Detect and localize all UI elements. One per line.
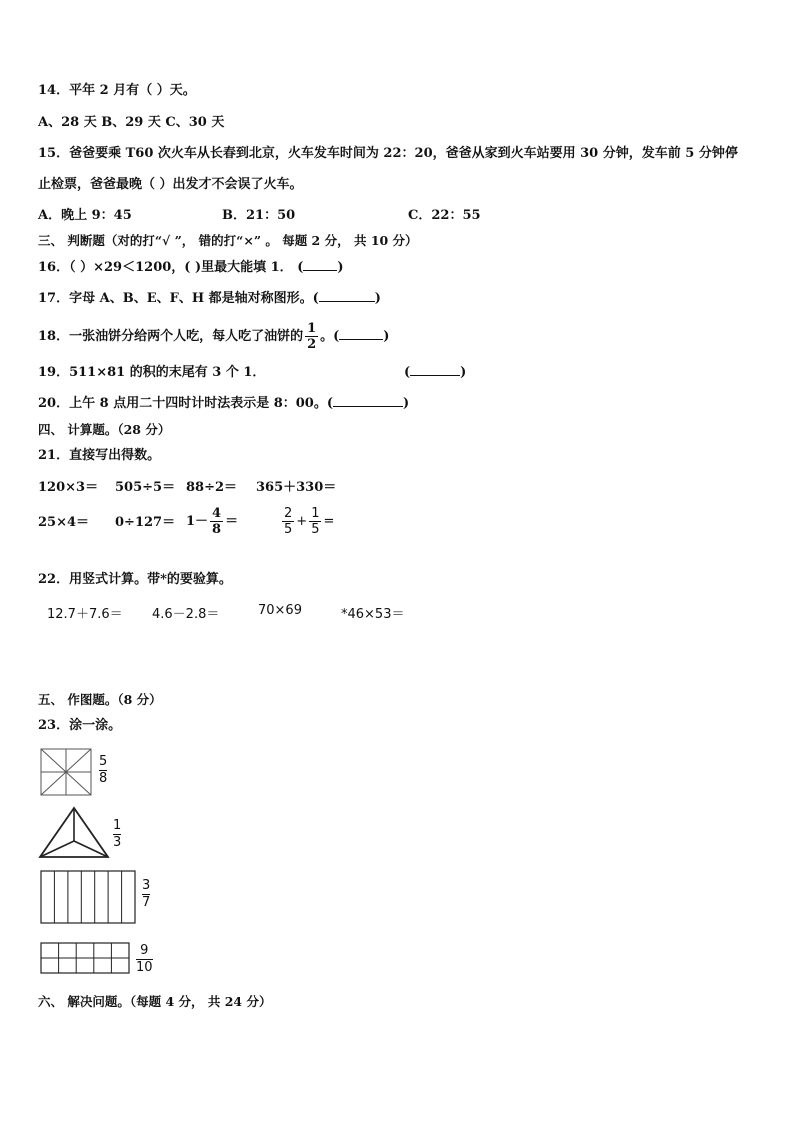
q21-item-8-equals: =: [323, 514, 335, 529]
q21-item-8-fraction-1: [282, 506, 294, 537]
q21-item-7: [186, 503, 238, 541]
q21-item-8-fraction-2: [309, 506, 321, 537]
q22-item-1: 12.7＋7.6＝: [47, 607, 123, 622]
section-5-heading: 五、 作图题。（8 分）: [38, 692, 162, 707]
section-6-heading: 六、 解决问题。（每题 4 分， 共 24 分）: [38, 994, 272, 1009]
q17-close-paren: ): [374, 291, 381, 306]
q18-fraction-denominator: 2: [307, 337, 317, 352]
q20-close-paren: ): [403, 396, 410, 411]
q21-item-6: 0÷127＝: [115, 515, 176, 530]
q20-answer-blank[interactable]: [333, 406, 403, 407]
q22-item-2: 4.6－2.8＝: [152, 607, 220, 622]
triangle-thirds-figure[interactable]: [38, 806, 110, 860]
fraction-9-10-numerator: 9: [136, 943, 153, 960]
q19-text: 19．511×81 的积的末尾有 3 个 1．: [38, 365, 266, 380]
section-3-heading: 三、 判断题（对的打“√ ”， 错的打“×” 。 每题 2 分， 共 10 分）: [38, 233, 418, 248]
q15-option-b: B．21：50: [222, 208, 296, 223]
q17-text: 17．字母 A、B、E、F、H 都是轴对称图形。(: [38, 291, 319, 306]
q14-options: A、28 天 B、29 天 C、30 天: [38, 115, 225, 130]
q21-item-7-fraction: [210, 506, 223, 537]
fraction-3-7-denominator: 7: [142, 895, 151, 910]
q22-title: 22．用竖式计算。带*的要验算。: [38, 572, 232, 587]
q15-line2: 止检票，爸爸最晚（ ）出发才不会误了火车。: [38, 177, 303, 192]
fraction-3-7: [142, 878, 150, 911]
fraction-9-10: [136, 943, 153, 976]
fraction-5-8: [99, 754, 107, 787]
q21-item-5: 25×4＝: [38, 515, 90, 530]
fraction-1-3-denominator: 3: [113, 835, 122, 850]
fraction-1-3: [113, 818, 121, 851]
q14-stem: 14．平年 2 月有（ ）天。: [38, 83, 196, 98]
q22-item-4: *46×53＝: [341, 607, 405, 622]
q18: [38, 320, 389, 354]
q19-answer: [404, 364, 466, 382]
q21-item-8-numerator-1: 2: [284, 506, 293, 521]
q21-item-7-numerator: 4: [212, 506, 222, 521]
q20-text: 20．上午 8 点用二十四时计时法表示是 8：00。(: [38, 396, 334, 411]
q16-answer-blank[interactable]: [303, 270, 337, 271]
q21-item-3: 88÷2＝: [186, 480, 238, 495]
square-eighths-figure[interactable]: [40, 748, 92, 796]
q22-item-3: 70×69: [258, 603, 302, 618]
q21-title: 21．直接写出得数。: [38, 448, 161, 463]
q19-close-paren: ): [460, 365, 467, 380]
q16-text: 16．（ ）×29＜1200，( )里最大能填 1． (: [38, 260, 304, 275]
q21-item-8-plus: +: [296, 514, 308, 529]
q18-fraction-numerator: 1: [307, 321, 317, 336]
fraction-1-3-numerator: 1: [113, 818, 122, 833]
rectangle-sevenths-figure[interactable]: [40, 870, 136, 924]
q20: [38, 395, 409, 413]
q19-open-paren: (: [404, 365, 411, 380]
q21-item-2: 505÷5＝: [115, 480, 176, 495]
q21-item-7-denominator: 8: [212, 522, 222, 537]
q15-line1: 15．爸爸要乘 T60 次火车从长春到北京，火车发车时间为 22：20，爸爸从家到火车站要用 30 分钟，发车前 5 分钟停: [38, 146, 738, 161]
q18-close-paren: ): [383, 329, 390, 344]
q17-answer-blank[interactable]: [319, 301, 375, 302]
q15-option-c: C．22：55: [408, 208, 481, 223]
q21-item-7-prefix: 1－: [186, 514, 209, 529]
q21-item-7-equals: ＝: [225, 514, 239, 529]
q21-item-8-denominator-1: 5: [284, 522, 293, 537]
q21-item-4: 365＋330＝: [256, 480, 337, 495]
q21-item-8: [280, 503, 334, 541]
q16-close-paren: ): [337, 260, 344, 275]
rectangle-tenths-figure[interactable]: [40, 942, 130, 974]
q21-item-8-denominator-2: 5: [311, 522, 320, 537]
q15-option-a: A．晚上 9：45: [38, 208, 132, 223]
q18-text: 18．一张油饼分给两个人吃，每人吃了油饼的: [38, 329, 304, 344]
q18-fraction: [305, 321, 318, 352]
q21-item-8-numerator-2: 1: [311, 506, 320, 521]
q18-answer-blank[interactable]: [339, 339, 383, 340]
q18-text-end: 。(: [320, 329, 340, 344]
q19-answer-blank[interactable]: [410, 375, 460, 376]
fraction-5-8-numerator: 5: [99, 754, 108, 769]
section-4-heading: 四、 计算题。（28 分）: [38, 422, 171, 437]
q23-title: 23．涂一涂。: [38, 718, 122, 733]
q17: [38, 290, 381, 308]
fraction-9-10-denominator: 10: [136, 960, 153, 975]
q16: [38, 259, 344, 277]
q21-item-1: 120×3＝: [38, 480, 99, 495]
fraction-5-8-denominator: 8: [99, 771, 108, 786]
fraction-3-7-numerator: 3: [142, 878, 151, 893]
